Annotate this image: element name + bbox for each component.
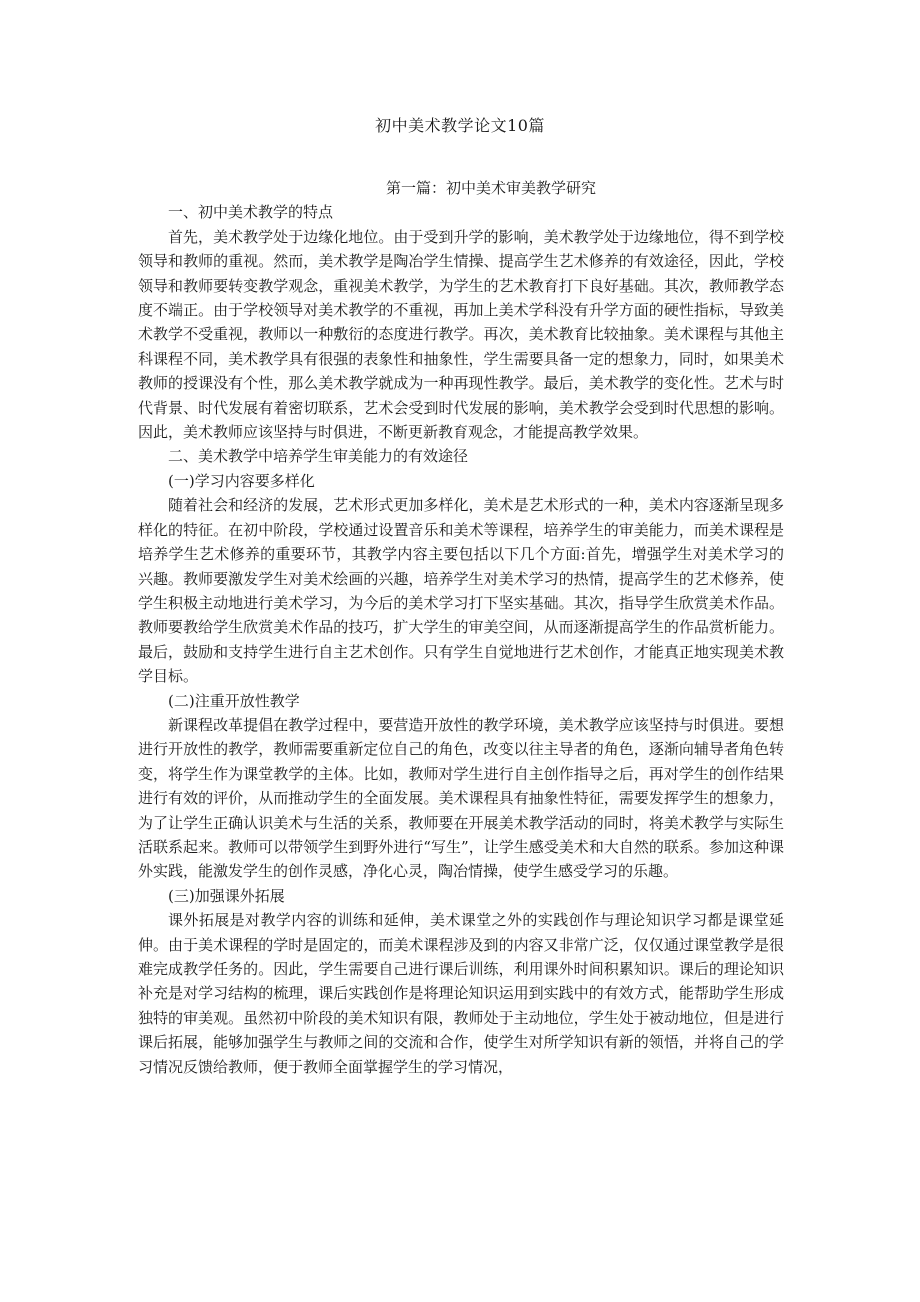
paragraph-4: 课外拓展是对教学内容的训练和延伸，美术课堂之外的实践创作与理论知识学习都是课堂延伸。由于美术课程的学时是固定的，而美术课程涉及到的内容又非常广泛，仅仅通过课堂教学是很难完成教学任务的。因此，学生需要自己进行课后训练，利用课外时间积累知识。课后的理论知识补充是对学习结构的梳理，课后实践创作是将理论知识运用到实践中的有效方式，能帮助学生形成独特的审美观。虽然初中阶段的美术知识有限，教师处于主动地位，学生处于被动地位，但是进行课后拓展，能够加强学生与教师之间的交流和合作，使学生对所学知识有新的领悟，并将自己的学习情况反馈给教师，便于教师全面掌握学生的学习情况， — [138, 911, 784, 1076]
document-body — [138, 176, 784, 1079]
paragraph-2: 随着社会和经济的发展，艺术形式更加多样化，美术是艺术形式的一种，美术内容逐渐呈现多样化的特征。在初中阶段，学校通过设置音乐和美术等课程，培养学生的审美能力，而美术课程是培养学生艺术修养的重要环节，其教学内容主要包括以下几个方面:首先，增强学生对美术学习的兴趣。教师要激发学生对美术绘画的兴趣，培养学生对美术学习的热情，提高学生的艺术修养，使学生积极主动地进行美术学习，为今后的美术学习打下坚实基础。其次，指导学生欣赏美术作品。教师要教给学生欣赏美术作品的技巧，扩大学生的审美空间，从而逐渐提高学生的作品赏析能力。最后，鼓励和支持学生进行自主艺术创作。只有学生自觉地进行艺术创作，才能真正地实现美术教学目标。 — [138, 496, 784, 686]
paragraph-1: 首先，美术教学处于边缘化地位。由于受到升学的影响，美术教学处于边缘地位，得不到学校领导和教师的重视。然而，美术教学是陶冶学生情操、提高学生艺术修养的有效途径，因此，学校领导和教师要转变教学观念，重视美术教学，为学生的艺术教育打下良好基础。其次，教师教学态度不端正。由于学校领导对美术教学的不重视，再加上美术学科没有升学方面的硬性指标，导致美术教学不受重视，教师以一种敷衍的态度进行教学。再次，美术教育比较抽象。美术课程与其他主科课程不同，美术教学具有很强的表象性和抽象性，学生需要具备一定的想象力，同时，如果美术教师的授课没有个性，那么美术教学就成为一种再现性教学。最后，美术教学的变化性。艺术与时代背景、时代发展有着密切联系，艺术会受到时代发展的影响，美术教学会受到时代思想的影响。因此，美术教师应该坚持与时俱进，不断更新教育观念，才能提高教学效果。 — [138, 227, 784, 442]
section-title: 第一篇：初中美术审美教学研究 — [385, 179, 596, 197]
heading-2: 二、美术教学中培养学生审美能力的有效途径 — [168, 447, 469, 466]
subheading-1: (一)学习内容要多样化 — [168, 471, 315, 490]
subheading-3: (三)加强课外拓展 — [168, 886, 285, 905]
heading-1: 一、初中美术教学的特点 — [168, 203, 334, 222]
subheading-2: (二)注重开放性教学 — [168, 691, 300, 710]
paragraph-3: 新课程改革提倡在教学过程中，要营造开放性的教学环境，美术教学应该坚持与时俱进。要想进行开放性的教学，教师需要重新定位自己的角色，改变以往主导者的角色，逐渐向辅导者角色转变，将学生作为课堂教学的主体。比如，教师对学生进行自主创作指导之后，再对学生的创作结果进行有效的评价，从而推动学生的全面发展。美术课程具有抽象性特征，需要发挥学生的想象力，为了让学生正确认识美术与生活的关系，教师要在开展美术教学活动的同时，将美术教学与实际生活联系起来。教师可以带领学生到野外进行“写生”，让学生感受美术和大自然的联系。参加这种课外实践，能激发学生的创作灵感，净化心灵，陶冶情操，使学生感受学习的乐趣。 — [138, 715, 784, 881]
document-title: 初中美术教学论文10篇 — [375, 116, 545, 135]
